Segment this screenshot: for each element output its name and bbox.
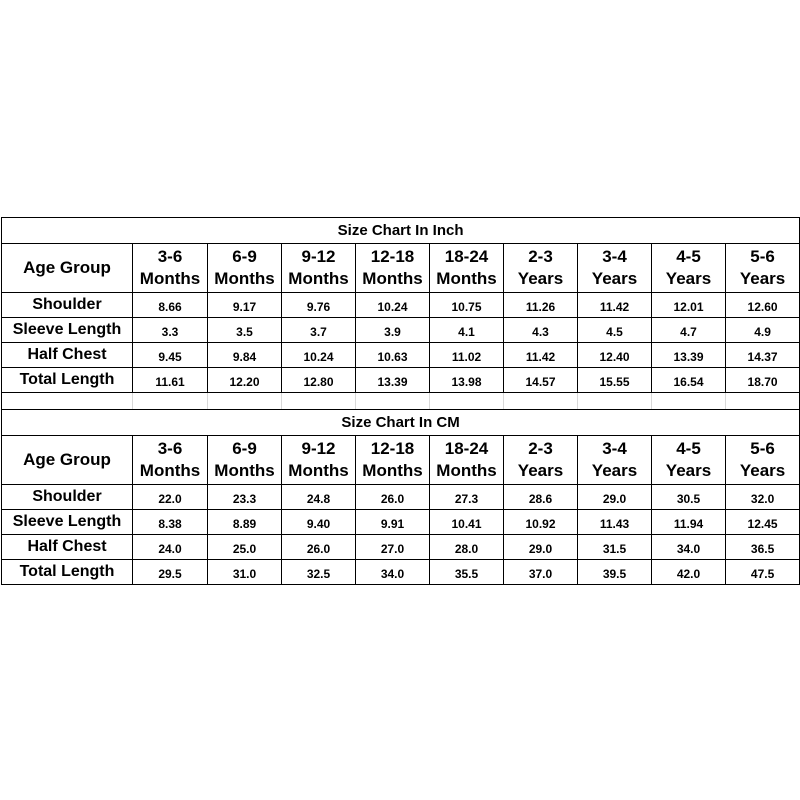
measurement-value: 11.42 xyxy=(504,343,578,368)
age-unit: Months xyxy=(362,461,423,480)
age-column-header xyxy=(652,436,726,485)
measurement-value: 3.3 xyxy=(133,318,208,343)
table-row xyxy=(2,510,800,535)
age-column-header xyxy=(726,244,800,293)
measurement-value: 26.0 xyxy=(282,535,356,560)
measurement-value: 3.5 xyxy=(208,318,282,343)
age-column-header xyxy=(504,244,578,293)
measurement-label: Total Length xyxy=(2,560,133,585)
size-chart-table xyxy=(1,217,800,585)
age-column-header xyxy=(282,244,356,293)
age-range: 6-9 xyxy=(232,439,257,458)
measurement-value: 9.91 xyxy=(356,510,430,535)
measurement-value: 34.0 xyxy=(356,560,430,585)
table-row xyxy=(2,318,800,343)
cm-table-title-row xyxy=(2,410,800,436)
table-row xyxy=(2,485,800,510)
measurement-value: 4.1 xyxy=(430,318,504,343)
measurement-value: 25.0 xyxy=(208,535,282,560)
age-unit: Years xyxy=(665,461,712,480)
age-range: 9-12 xyxy=(301,439,336,458)
table-row xyxy=(2,535,800,560)
age-column-header xyxy=(208,436,282,485)
measurement-value: 13.39 xyxy=(652,343,726,368)
measurement-value: 13.98 xyxy=(430,368,504,393)
age-unit: Months xyxy=(214,461,275,480)
age-unit: Years xyxy=(665,269,712,288)
spacer-cell xyxy=(726,393,800,410)
age-range: 5-6 xyxy=(750,247,775,266)
measurement-value: 37.0 xyxy=(504,560,578,585)
table-row xyxy=(2,560,800,585)
measurement-value: 12.01 xyxy=(652,293,726,318)
measurement-value: 4.5 xyxy=(578,318,652,343)
age-range: 3-4 xyxy=(602,439,627,458)
measurement-value: 14.37 xyxy=(726,343,800,368)
spacer-row xyxy=(2,393,800,410)
age-range: 6-9 xyxy=(232,247,257,266)
measurement-value: 11.26 xyxy=(504,293,578,318)
age-range: 4-5 xyxy=(676,439,701,458)
age-unit: Months xyxy=(436,269,497,288)
age-column-header xyxy=(356,436,430,485)
measurement-value: 24.0 xyxy=(133,535,208,560)
measurement-value: 26.0 xyxy=(356,485,430,510)
measurement-value: 13.39 xyxy=(356,368,430,393)
measurement-value: 10.92 xyxy=(504,510,578,535)
measurement-value: 9.76 xyxy=(282,293,356,318)
age-column-header xyxy=(652,244,726,293)
age-range: 2-3 xyxy=(528,439,553,458)
measurement-value: 18.70 xyxy=(726,368,800,393)
spacer-cell xyxy=(504,393,578,410)
age-unit: Months xyxy=(288,461,349,480)
measurement-value: 10.24 xyxy=(356,293,430,318)
measurement-value: 16.54 xyxy=(652,368,726,393)
measurement-value: 10.75 xyxy=(430,293,504,318)
age-range: 12-18 xyxy=(370,247,415,266)
spacer-cell xyxy=(578,393,652,410)
measurement-value: 9.40 xyxy=(282,510,356,535)
age-range: 3-6 xyxy=(157,247,183,266)
age-column-header xyxy=(726,436,800,485)
measurement-value: 27.0 xyxy=(356,535,430,560)
age-column-header xyxy=(430,436,504,485)
measurement-label: Sleeve Length xyxy=(2,318,133,343)
measurement-label: Shoulder xyxy=(2,485,133,510)
measurement-value: 28.0 xyxy=(430,535,504,560)
measurement-value: 3.7 xyxy=(282,318,356,343)
measurement-value: 11.42 xyxy=(578,293,652,318)
age-group-header: Age Group xyxy=(2,436,133,485)
age-range: 12-18 xyxy=(370,439,415,458)
measurement-value: 14.57 xyxy=(504,368,578,393)
measurement-value: 12.60 xyxy=(726,293,800,318)
header-row xyxy=(2,244,800,293)
section-title: Size Chart In CM xyxy=(2,410,800,436)
measurement-value: 12.40 xyxy=(578,343,652,368)
measurement-value: 11.02 xyxy=(430,343,504,368)
spacer-cell xyxy=(208,393,282,410)
age-column-header xyxy=(578,436,652,485)
measurement-value: 35.5 xyxy=(430,560,504,585)
age-unit: Months xyxy=(362,269,423,288)
age-range: 2-3 xyxy=(528,247,553,266)
measurement-value: 4.7 xyxy=(652,318,726,343)
measurement-value: 11.94 xyxy=(652,510,726,535)
measurement-value: 22.0 xyxy=(133,485,208,510)
measurement-value: 9.17 xyxy=(208,293,282,318)
measurement-value: 12.80 xyxy=(282,368,356,393)
spacer-cell xyxy=(356,393,430,410)
measurement-value: 10.63 xyxy=(356,343,430,368)
age-unit: Years xyxy=(739,461,786,480)
age-unit: Months xyxy=(139,461,201,480)
measurement-value: 34.0 xyxy=(652,535,726,560)
measurement-value: 3.9 xyxy=(356,318,430,343)
measurement-value: 4.9 xyxy=(726,318,800,343)
measurement-value: 36.5 xyxy=(726,535,800,560)
measurement-value: 31.5 xyxy=(578,535,652,560)
measurement-value: 10.41 xyxy=(430,510,504,535)
age-column-header xyxy=(430,244,504,293)
measurement-value: 29.0 xyxy=(578,485,652,510)
measurement-value: 12.45 xyxy=(726,510,800,535)
age-unit: Months xyxy=(288,269,349,288)
measurement-value: 8.38 xyxy=(133,510,208,535)
age-unit: Years xyxy=(591,269,638,288)
age-unit: Months xyxy=(214,269,275,288)
age-group-header: Age Group xyxy=(2,244,133,293)
table-row xyxy=(2,368,800,393)
measurement-value: 42.0 xyxy=(652,560,726,585)
age-range: 18-24 xyxy=(444,247,489,266)
measurement-value: 32.0 xyxy=(726,485,800,510)
age-unit: Years xyxy=(517,269,564,288)
measurement-value: 9.45 xyxy=(133,343,208,368)
measurement-label: Sleeve Length xyxy=(2,510,133,535)
age-unit: Years xyxy=(517,461,564,480)
measurement-value: 29.0 xyxy=(504,535,578,560)
measurement-label: Half Chest xyxy=(2,535,133,560)
measurement-value: 8.89 xyxy=(208,510,282,535)
spacer-cell xyxy=(2,393,133,410)
age-range: 18-24 xyxy=(444,439,489,458)
age-column-header xyxy=(356,244,430,293)
measurement-value: 10.24 xyxy=(282,343,356,368)
age-unit: Months xyxy=(139,269,201,288)
header-row xyxy=(2,436,800,485)
age-unit: Months xyxy=(436,461,497,480)
age-range: 5-6 xyxy=(750,439,775,458)
age-column-header xyxy=(208,244,282,293)
inch-table-title-row xyxy=(2,218,800,244)
age-unit: Years xyxy=(739,269,786,288)
measurement-value: 8.66 xyxy=(133,293,208,318)
measurement-value: 39.5 xyxy=(578,560,652,585)
age-column-header xyxy=(133,244,208,293)
age-range: 4-5 xyxy=(676,247,701,266)
spacer-cell xyxy=(652,393,726,410)
spacer-cell xyxy=(430,393,504,410)
table-row xyxy=(2,343,800,368)
measurement-value: 31.0 xyxy=(208,560,282,585)
measurement-value: 15.55 xyxy=(578,368,652,393)
measurement-value: 4.3 xyxy=(504,318,578,343)
age-column-header xyxy=(504,436,578,485)
measurement-value: 28.6 xyxy=(504,485,578,510)
age-column-header xyxy=(282,436,356,485)
measurement-value: 32.5 xyxy=(282,560,356,585)
age-column-header xyxy=(133,436,208,485)
age-range: 3-6 xyxy=(157,439,183,458)
section-title: Size Chart In Inch xyxy=(2,218,800,244)
measurement-value: 27.3 xyxy=(430,485,504,510)
measurement-value: 30.5 xyxy=(652,485,726,510)
measurement-value: 12.20 xyxy=(208,368,282,393)
age-column-header xyxy=(578,244,652,293)
spacer-cell xyxy=(282,393,356,410)
spacer-cell xyxy=(133,393,208,410)
table-row xyxy=(2,293,800,318)
age-range: 9-12 xyxy=(301,247,336,266)
age-range: 3-4 xyxy=(602,247,627,266)
measurement-value: 23.3 xyxy=(208,485,282,510)
measurement-label: Total Length xyxy=(2,368,133,393)
measurement-value: 9.84 xyxy=(208,343,282,368)
measurement-label: Half Chest xyxy=(2,343,133,368)
age-unit: Years xyxy=(591,461,638,480)
measurement-value: 11.61 xyxy=(133,368,208,393)
measurement-value: 29.5 xyxy=(133,560,208,585)
measurement-value: 24.8 xyxy=(282,485,356,510)
measurement-label: Shoulder xyxy=(2,293,133,318)
measurement-value: 47.5 xyxy=(726,560,800,585)
measurement-value: 11.43 xyxy=(578,510,652,535)
